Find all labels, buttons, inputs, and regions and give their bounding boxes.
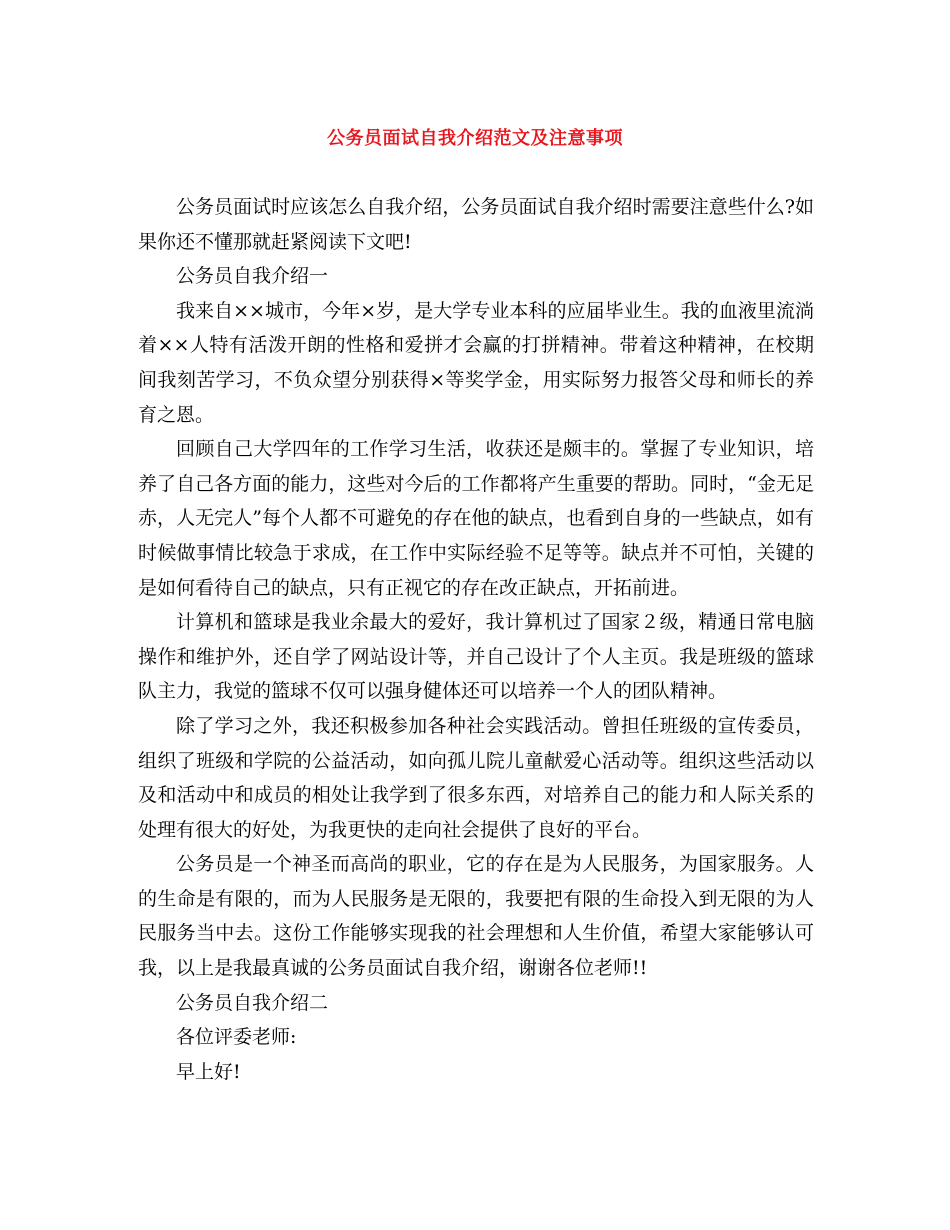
salutation: 各位评委老师: (176, 1026, 297, 1049)
section-heading-1: 公务员自我介绍一 (176, 265, 329, 288)
greeting: 早上好! (176, 1060, 241, 1083)
intro-paragraph: 公务员面试时应该怎么自我介绍，公务员面试自我介绍时需要注意些什么?如果你还不懂那就赶紧阅读下文吧! (138, 196, 814, 253)
paragraph: 公务员是一个神圣而高尚的职业，它的存在是为人民服务，为国家服务。人的生命是有限的，而为人民服务是无限的，我要把有限的生命投入到无限的为人民服务当中去。这份工作能够实现我的社会理想和人生价值，希望大家能够认可我，以上是我最真诚的公务员面试自我介绍，谢谢各位老师!! (138, 853, 814, 980)
paragraph: 回顾自己大学四年的工作学习生活，收获还是颇丰的。掌握了专业知识，培养了自己各方面的能力，这些对今后的工作都将产生重要的帮助。同时，“金无足赤，人无完人”每个人都不可避免的存在他的缺点，也看到自身的一些缺点，如有时候做事情比较急于求成，在工作中实际经验不足等等。缺点并不可怕，关键的是如何看待自己的缺点，只有正视它的存在改正缺点，开拓前进。 (138, 438, 814, 599)
document-body (138, 190, 814, 1089)
paragraph: 除了学习之外，我还积极参加各种社会实践活动。曾担任班级的宣传委员，组织了班级和学院的公益活动，如向孤儿院儿童献爱心活动等。组织这些活动以及和活动中和成员的相处让我学到了很多东西，对培养自己的能力和人际关系的处理有很大的好处，为我更快的走向社会提供了良好的平台。 (138, 714, 814, 841)
paragraph: 计算机和篮球是我业余最大的爱好，我计算机过了国家２级，精通日常电脑操作和维护外，还自学了网站设计等，并自己设计了个人主页。我是班级的篮球队主力，我觉的篮球不仅可以强身健体还可以培养一个人的团队精神。 (138, 611, 814, 703)
section-heading-2: 公务员自我介绍二 (176, 991, 329, 1014)
paragraph: 我来自××城市，今年×岁，是大学专业本科的应届毕业生。我的血液里流淌着××人特有活泼开朗的性格和爱拼才会赢的打拼精神。带着这种精神，在校期间我刻苦学习，不负众望分别获得×等奖学金，用实际努力报答父母和师长的养育之恩。 (138, 299, 814, 426)
document-title: 公务员面试自我介绍范文及注意事项 (327, 128, 623, 149)
